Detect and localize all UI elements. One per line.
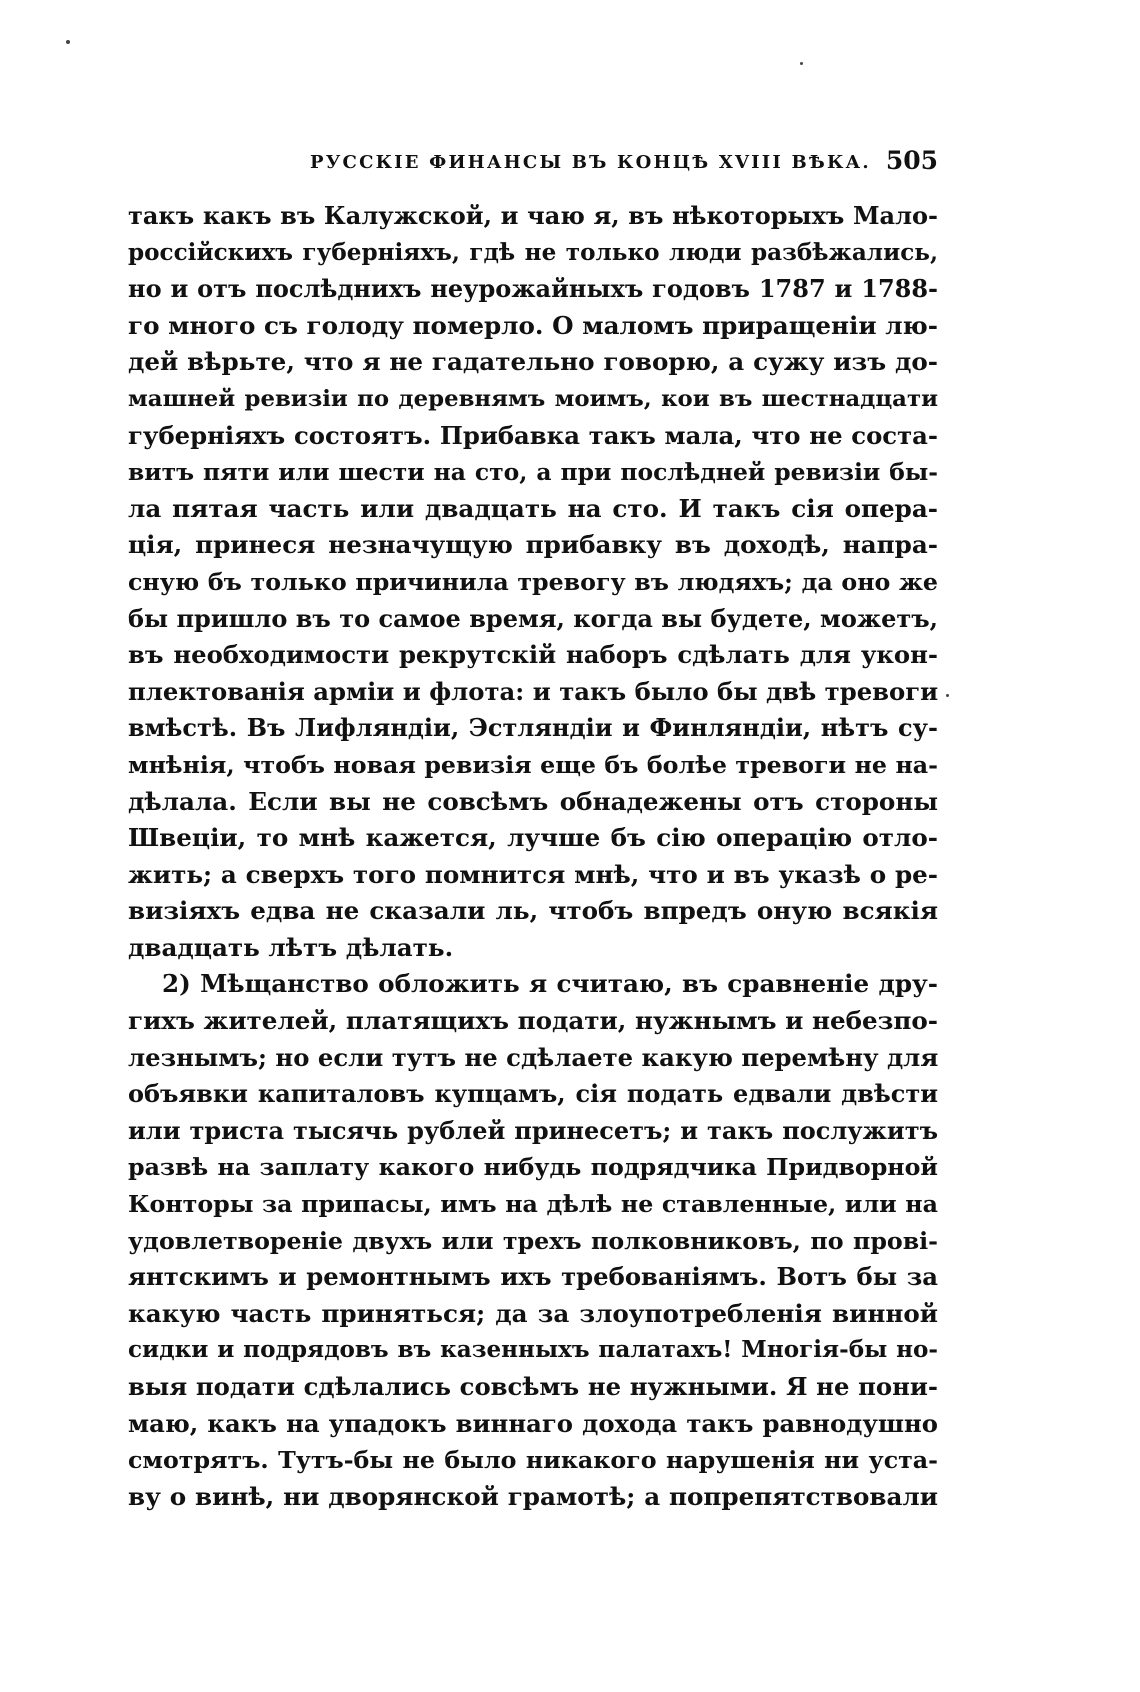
text-line: дѣлала. Если вы не совсѣмъ обнадежены отъ стороны <box>128 786 938 816</box>
text-line: маю, какъ на упадокъ виннаго дохода такъ равнодушно <box>128 1408 938 1438</box>
text-line: ла пятая часть или двадцать на сто. И такъ сія опера- <box>128 493 938 523</box>
text-line: сную бъ только причинила тревогу въ людяхъ; да оно же <box>128 567 938 596</box>
text-line: объявки капиталовъ купцамъ, сія подать едвали двѣсти <box>128 1079 938 1109</box>
page-number: 505 <box>885 146 938 175</box>
text-line: смотрятъ. Тутъ-бы не было никакого нарушенія ни уста- <box>128 1446 938 1475</box>
text-line: въ необходимости рекрутскій наборъ сдѣлать для укон- <box>128 640 938 670</box>
text-line: бы пришло въ то самое время, когда вы будете, можетъ, <box>128 603 938 633</box>
body-text <box>128 198 938 1515</box>
text-line: Конторы за припасы, имъ на дѣлѣ не ставленные, или на <box>128 1190 938 1219</box>
text-line: какую часть приняться; да за злоупотребленія винной <box>128 1298 938 1328</box>
scan-speck <box>66 40 70 44</box>
text-line: жить; а сверхъ того помнится мнѣ, что и въ указѣ о ре- <box>128 859 938 889</box>
text-line: выя подати сдѣлались совсѣмъ не нужными. Я не пони- <box>128 1372 938 1401</box>
text-line: вмѣстѣ. Въ Лифляндіи, Эстляндіи и Финляндіи, нѣтъ су- <box>128 713 938 743</box>
text-line: витъ пяти или шести на сто, а при послѣдней ревизіи бы- <box>128 458 938 487</box>
scan-speck <box>946 694 949 697</box>
text-line: плектованія арміи и флота: и такъ было бы двѣ тревоги <box>128 676 938 706</box>
text-line: двадцать лѣтъ дѣлать. <box>128 932 454 962</box>
text-line: сидки и подрядовъ въ казенныхъ палатахъ! Многія-бы но- <box>128 1336 938 1364</box>
running-head <box>128 148 938 178</box>
text-line: удовлетвореніе двухъ или трехъ полковниковъ, по прові- <box>128 1226 938 1255</box>
text-line: дей вѣрьте, что я не гадательно говорю, а сужу изъ до- <box>128 347 938 377</box>
text-line: губерніяхъ состоятъ. Прибавка такъ мала, что не соста- <box>128 420 938 450</box>
text-line: 2) Мѣщанство обложить я считаю, въ сравненіе дру- <box>162 969 938 999</box>
text-line: такъ какъ въ Калужской, и чаю я, въ нѣкоторыхъ Мало- <box>128 201 938 230</box>
text-line: но и отъ послѣднихъ неурожайныхъ годовъ 1787 и 1788- <box>128 274 938 304</box>
text-line: или триста тысячь рублей принесетъ; и такъ послужитъ <box>128 1115 938 1145</box>
text-line: россійскихъ губерніяхъ, гдѣ не только люди разбѣжались, <box>128 238 938 266</box>
running-title: РУССКІЕ ФИНАНСЫ ВЪ КОНЦѢ XVIII ВѢКА. <box>310 152 871 173</box>
text-line: ву о винѣ, ни дворянской грамотѣ; а попрепятствовали <box>128 1481 938 1511</box>
text-line: гихъ жителей, платящихъ подати, нужнымъ и небезпо- <box>128 1006 938 1036</box>
text-line: машней ревизіи по деревнямъ моимъ, кои въ шестнадцати <box>128 385 938 412</box>
text-line: развѣ на заплату какого нибудь подрядчика Придворной <box>128 1153 938 1182</box>
text-line: го много съ голоду померло. О маломъ приращеніи лю- <box>128 310 938 340</box>
scan-speck <box>800 62 803 65</box>
text-line: визіяхъ едва не сказали ль, чтобъ впредъ оную всякія <box>128 896 938 926</box>
text-line: лезнымъ; но если тутъ не сдѣлаете какую перемѣну для <box>128 1042 938 1072</box>
text-line: мнѣнія, чтобъ новая ревизія еще бъ болѣе тревоги не на- <box>128 750 938 779</box>
text-line: ція, принеся незначущую прибавку въ доходѣ, напра- <box>128 530 938 560</box>
text-line: Швеціи, то мнѣ кажется, лучше бъ сію операцію отло- <box>128 823 938 853</box>
text-line: янтскимъ и ремонтнымъ ихъ требованіямъ. Вотъ бы за <box>128 1262 938 1292</box>
